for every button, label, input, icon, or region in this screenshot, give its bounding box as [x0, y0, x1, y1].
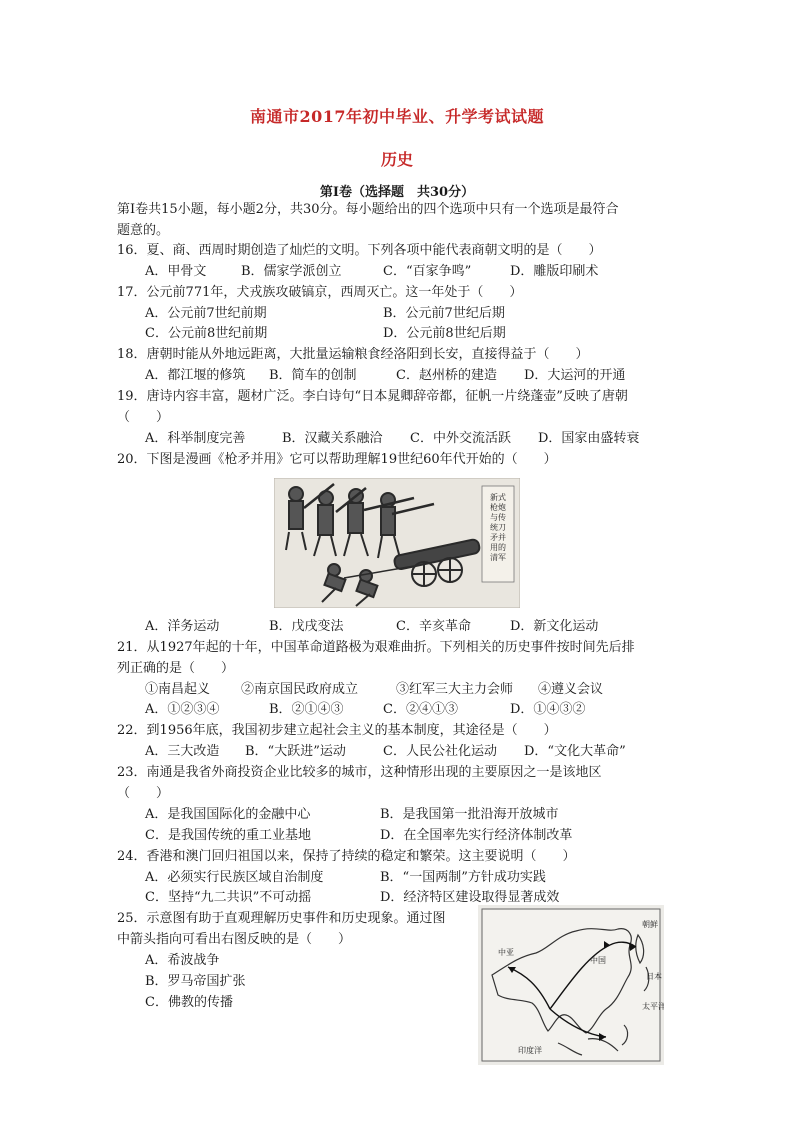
- q24-option-d: D．经济特区建设取得显著成效: [380, 890, 560, 905]
- q21-event-1: ①南昌起义: [145, 682, 211, 697]
- q21-option-d: D．①④③②: [510, 702, 586, 717]
- q18-option-d: D．大运河的开通: [524, 368, 626, 383]
- q20-option-c: C．辛亥革命: [396, 619, 471, 634]
- q19-stem-line-2: （ ）: [117, 410, 170, 425]
- map-label-central: 中亚: [498, 948, 514, 957]
- map-label-china: 中国: [590, 956, 606, 965]
- q19-option-a: A．科举制度完善: [145, 431, 246, 446]
- q17-option-d: D．公元前8世纪后期: [383, 326, 506, 341]
- map-label-sea: 太平洋: [642, 1002, 664, 1011]
- map-image: [478, 905, 664, 1065]
- q21-option-c: C．②④①③: [383, 702, 458, 717]
- cartoon-image: [274, 478, 520, 608]
- q24-option-b: B．“一国两制”方针成功实践: [380, 870, 546, 885]
- q17-option-a: A．公元前7世纪前期: [145, 306, 267, 321]
- q25-stem-line-2: 中箭头指向可看出右图反映的是（ ）: [117, 932, 352, 947]
- q24-option-c: C．坚持“九二共识”不可动摇: [145, 890, 312, 905]
- q23-option-d: D．在全国率先实行经济体制改革: [380, 828, 573, 843]
- q19-stem-line-1: 19．唐诗内容丰富，题材广泛。李白诗句“日本晁卿辞帝都，征帆一片绕蓬壶”反映了唐朝: [117, 389, 628, 404]
- q16-option-a: A．甲骨文: [145, 264, 207, 279]
- q22-option-b: B．“大跃进”运动: [245, 744, 346, 759]
- q25-option-c: C．佛教的传播: [145, 995, 233, 1010]
- q19-option-d: D．国家由盛转衰: [538, 431, 640, 446]
- map-label-korea: 朝鲜: [642, 920, 658, 929]
- q20-option-a: A．洋务运动: [145, 619, 220, 634]
- q23-stem-line-2: （ ）: [117, 786, 170, 801]
- section-heading: 第Ⅰ卷（选择题 共30分）: [319, 185, 475, 200]
- exam-title: 南通市2017年初中毕业、升学考试试题: [249, 107, 545, 126]
- q16-stem: 16．夏、商、西周时期创造了灿烂的文明。下列各项中能代表商朝文明的是（ ）: [117, 243, 602, 258]
- q20-stem: 20．下图是漫画《枪矛并用》它可以帮助理解19世纪60年代开始的（ ）: [117, 452, 557, 467]
- q22-stem: 22．到1956年底，我国初步建立起社会主义的基本制度，其途径是（ ）: [117, 723, 557, 738]
- q21-option-b: B．②①④③: [269, 702, 344, 717]
- q18-stem: 18．唐朝时能从外地远距离，大批量运输粮食经洛阳到长安，直接得益于（ ）: [117, 347, 589, 362]
- q22-option-d: D．“文化大革命”: [524, 744, 626, 759]
- buddhism-spread-map: [478, 905, 664, 1065]
- q24-option-a: A．必须实行民族区域自治制度: [145, 870, 324, 885]
- q23-option-b: B．是我国第一批沿海开放城市: [380, 807, 559, 822]
- q23-option-a: A．是我国国际化的金融中心: [145, 807, 311, 822]
- q17-option-b: B．公元前7世纪后期: [383, 306, 505, 321]
- subject-title: 历史: [380, 150, 413, 169]
- q23-option-c: C．是我国传统的重工业基地: [145, 828, 311, 843]
- q16-option-c: C．“百家争鸣”: [383, 264, 472, 279]
- q19-option-b: B．汉藏关系融洽: [282, 431, 383, 446]
- cartoon-caption: 新式枪炮与传统刀矛并用的清军: [490, 493, 506, 562]
- q21-event-2: ②南京国民政府成立: [241, 682, 359, 697]
- q18-option-c: C．赵州桥的建造: [396, 368, 497, 383]
- map-label-japan: 日本: [646, 972, 662, 981]
- q17-stem: 17．公元前771年，犬戎族攻破镐京，西周灭亡。这一年处于（ ）: [117, 285, 523, 300]
- q21-stem-line-2: 列正确的是（ ）: [117, 661, 235, 676]
- q24-stem: 24．香港和澳门回归祖国以来，保持了持续的稳定和繁荣。这主要说明（ ）: [117, 849, 576, 864]
- q22-option-c: C．人民公社化运动: [383, 744, 497, 759]
- q18-option-a: A．都江堰的修筑: [145, 368, 246, 383]
- q21-event-4: ④遵义会议: [538, 682, 604, 697]
- map-label-india: 印度洋: [518, 1046, 542, 1055]
- q25-stem-line-1: 25．示意图有助于直观理解历史事件和历史现象。通过图: [117, 911, 446, 926]
- q20-option-d: D．新文化运动: [510, 619, 599, 634]
- q17-option-c: C．公元前8世纪前期: [145, 326, 268, 341]
- q16-option-b: B．儒家学派创立: [241, 264, 342, 279]
- intro-line-1: 第Ⅰ卷共15小题，每小题2分，共30分。每小题给出的四个选项中只有一个选项是最符合: [117, 202, 619, 217]
- q21-stem-line-1: 21．从1927年起的十年，中国革命道路极为艰难曲折。下列相关的历史事件按时间先后排: [117, 640, 635, 655]
- q19-option-c: C．中外交流活跃: [410, 431, 511, 446]
- q21-event-3: ③红军三大主力会师: [396, 682, 514, 697]
- q23-stem-line-1: 23．南通是我省外商投资企业比较多的城市，这种情形出现的主要原因之一是该地区: [117, 765, 602, 780]
- q25-option-b: B．罗马帝国扩张: [145, 974, 246, 989]
- cartoon-illustration: [274, 478, 520, 608]
- q20-option-b: B．戊戌变法: [269, 619, 344, 634]
- q16-option-d: D．雕版印刷术: [510, 264, 599, 279]
- q22-option-a: A．三大改造: [145, 744, 220, 759]
- q21-option-a: A．①②③④: [145, 702, 220, 717]
- intro-line-2: 题意的。: [117, 223, 170, 238]
- q18-option-b: B．简车的创制: [269, 368, 357, 383]
- q25-option-a: A．希波战争: [145, 953, 220, 968]
